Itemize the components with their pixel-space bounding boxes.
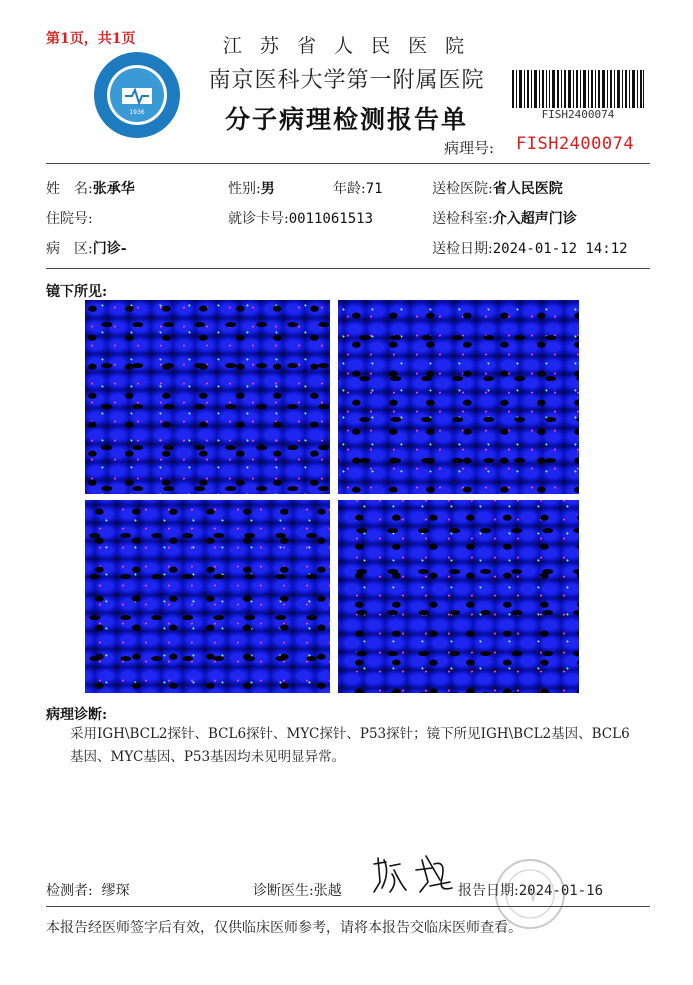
pathology-no: FISH2400074 (516, 134, 635, 154)
patient-sex-label: 性别: (228, 181, 261, 197)
barcode-text: FISH2400074 (541, 108, 615, 121)
inpatient-label: 住院号: (46, 211, 93, 227)
doctor-field (253, 880, 342, 900)
patient-age: 71 (365, 181, 383, 197)
tester-field (46, 880, 130, 900)
send-date-field (432, 238, 628, 258)
report-title: 分子病理检测报告单 (224, 105, 468, 134)
card-no-label: 就诊卡号: (228, 211, 289, 227)
page-indicator: 第1页，共1页 (46, 31, 136, 47)
svg-text:1936: 1936 (129, 109, 145, 116)
report-notice: 本报告经医师签字后有效，仅供临床医师参考，请将本报告交临床医师查看。 (46, 920, 522, 936)
card-no-field (228, 208, 373, 228)
send-dept-label: 送检科室: (432, 211, 493, 227)
barcode (512, 70, 644, 108)
send-hospital-label: 送检医院: (432, 181, 493, 197)
send-hospital: 省人民医院 (492, 181, 563, 197)
inpatient-field (46, 208, 93, 228)
divider-top (46, 163, 650, 164)
tester-label: 检测者: (46, 883, 93, 899)
fish-image-3 (85, 500, 330, 693)
report-date-field (458, 880, 603, 900)
divider-footer (46, 906, 650, 907)
send-dept: 介入超声门诊 (492, 211, 577, 227)
diagnosis-text: 采用IGH\BCL2探针、BCL6探针、MYC探针、P53探针；镜下所见IGH\BCL2基因、BCL6基因、MYC基因、P53基因均未见明显异常。 (70, 726, 630, 765)
patient-name-label: 姓 名: (46, 181, 93, 197)
signature (370, 852, 458, 898)
ward-field (46, 238, 127, 258)
patient-age-label: 年龄: (333, 181, 366, 197)
report-date-label: 报告日期: (458, 883, 519, 899)
send-date-label: 送检日期: (432, 241, 493, 257)
send-hospital-field (432, 178, 563, 198)
patient-name: 张承华 (92, 181, 135, 197)
diagnosis-label: 病理诊断: (46, 707, 108, 723)
pathology-no-label: 病理号: (444, 139, 495, 157)
card-no: 0011061513 (288, 211, 374, 227)
report-date: 2024-01-16 (518, 883, 604, 899)
patient-age-field (333, 178, 383, 198)
fish-image-2 (338, 300, 579, 494)
ward-label: 病 区: (46, 241, 93, 257)
send-dept-field (432, 208, 577, 228)
fish-image-4 (338, 500, 579, 693)
microscopy-label: 镜下所见: (46, 284, 108, 300)
ward: 门诊- (92, 241, 127, 257)
patient-sex: 男 (260, 181, 275, 197)
send-date: 2024-01-12 14:12 (492, 241, 628, 257)
divider-patient (46, 268, 650, 269)
tester-name: 缪琛 (101, 883, 130, 899)
hospital-name-primary: 江 苏 省 人 民 医 院 (222, 35, 471, 57)
hospital-name-secondary: 南京医科大学第一附属医院 (208, 68, 485, 93)
doctor-name: 张越 (313, 883, 342, 899)
patient-name-field (46, 178, 135, 198)
patient-sex-field (228, 178, 275, 198)
fish-image-1 (85, 300, 330, 494)
doctor-label: 诊断医生: (253, 883, 314, 899)
